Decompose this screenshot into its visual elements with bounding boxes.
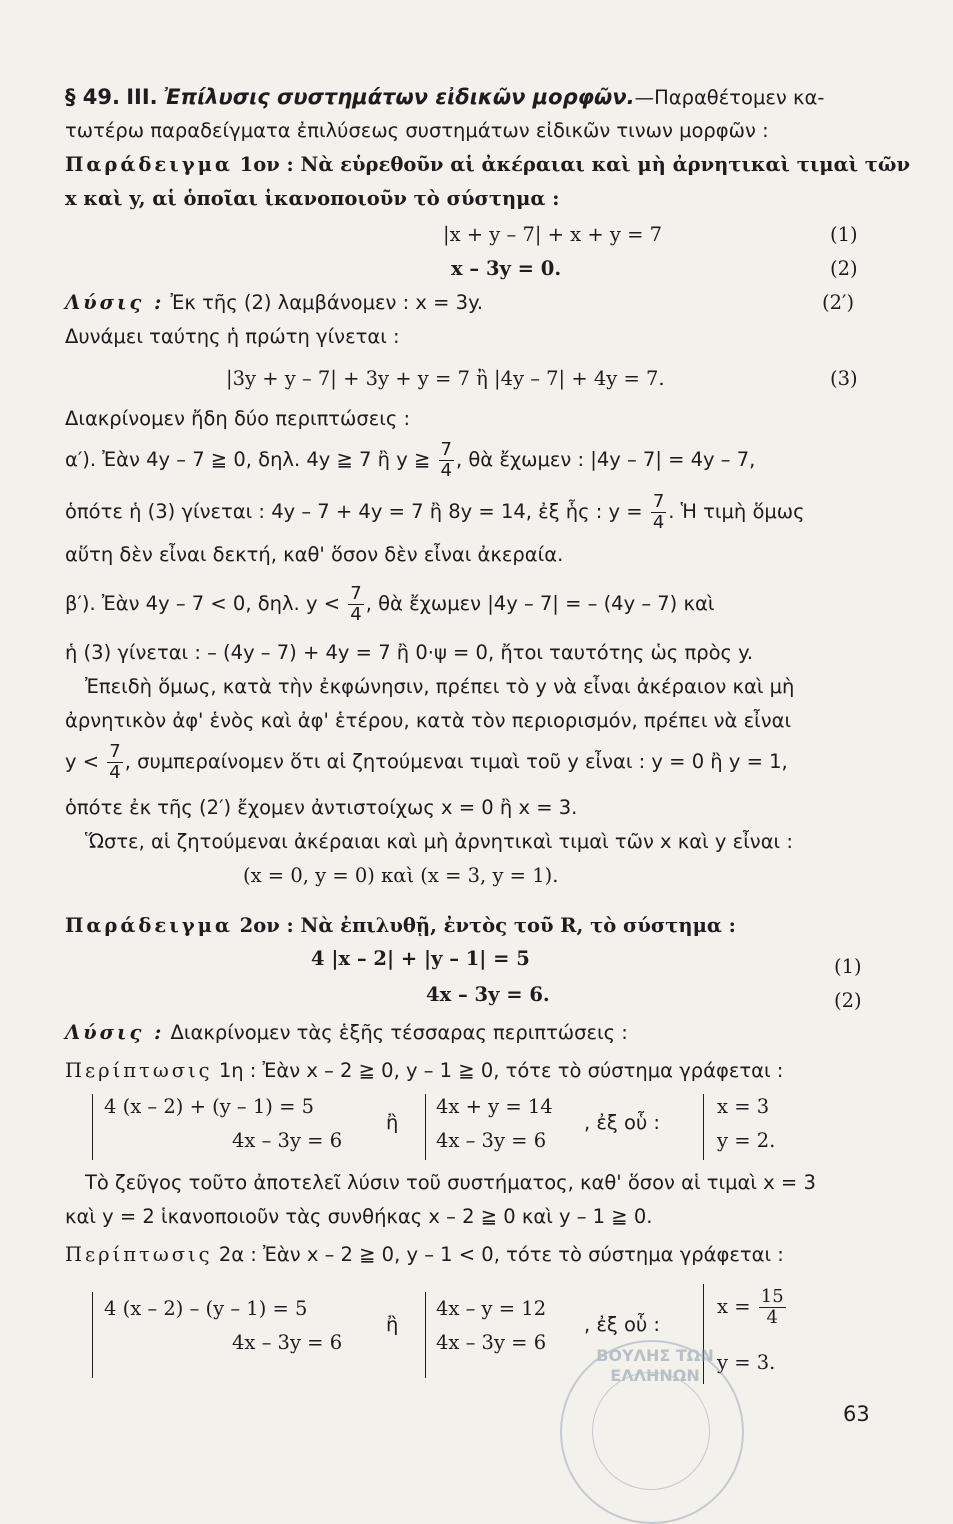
fraction-seven-quarters bbox=[439, 440, 454, 481]
case-a-text-3: ὁπότε ἡ (3) γίνεται : 4y – 7 + 4y = 7 ἢ 8y = 14, ἐξ ἧς : y = bbox=[65, 500, 643, 523]
example1-case-a-line2 bbox=[65, 490, 805, 534]
example1-case-b-line2: ἡ (3) γίνεται : – (4y – 7) + 4y = 7 ἢ 0·ψ = 0, ἤτοι ταυτότης ὡς πρὸς y. bbox=[65, 641, 754, 664]
fraction-denominator: 4 bbox=[652, 512, 665, 533]
example1-label: Παράδειγμα bbox=[65, 153, 233, 176]
fraction-seven-quarters bbox=[107, 742, 122, 783]
example2-eq2-num: (2) bbox=[834, 989, 862, 1012]
example1-case-a-line1 bbox=[65, 438, 755, 482]
example1-answer: (x = 0, y = 0) καὶ (x = 3, y = 1). bbox=[243, 864, 559, 887]
example1-line-power: Δυνάμει ταύτης ἡ πρώτη γίνεται : bbox=[65, 325, 400, 348]
case1-brace-left bbox=[92, 1094, 93, 1160]
library-stamp bbox=[560, 1340, 744, 1524]
case1-text: 1η : Ἐὰν x – 2 ≧ 0, y – 1 ≧ 0, τότε τὸ σύστημα γράφεται : bbox=[218, 1059, 784, 1082]
fraction-seven-quarters bbox=[651, 492, 666, 533]
case1-eq-b2: 4x – 3y = 6 bbox=[436, 1129, 547, 1152]
example1-since-4: ὁπότε ἐκ τῆς (2′) ἔχομεν ἀντιστοίχως x = 0 ἢ x = 3. bbox=[65, 796, 578, 819]
case2-header bbox=[65, 1242, 784, 1268]
example1-eq2p-num: (2′) bbox=[822, 291, 855, 314]
case-a-text-2: , θὰ ἔχωμεν : |4y – 7| = 4y – 7, bbox=[455, 448, 756, 471]
case1-eq-b1: 4x + y = 14 bbox=[436, 1095, 553, 1118]
example1-case-a-line3: αὕτη δὲν εἶναι δεκτή, καθ' ὅσον δὲν εἶναι ἀκεραία. bbox=[65, 543, 564, 566]
section-title: Ἐπίλυσις συστημάτων εἰδικῶν μορφῶν. bbox=[163, 85, 635, 109]
case2-eq-a2: 4x – 3y = 6 bbox=[232, 1331, 343, 1354]
case2-eq-a1: 4 (x – 2) – (y – 1) = 5 bbox=[104, 1297, 308, 1320]
example2-solution-text: Διακρίνομεν τὰς ἑξῆς τέσσαρας περιπτώσεις : bbox=[170, 1021, 628, 1044]
example2-ordinal: 2ον : bbox=[239, 914, 294, 937]
since-3-text-a: y < bbox=[65, 750, 100, 773]
fraction-numerator: 7 bbox=[350, 583, 362, 604]
fraction-numerator: 7 bbox=[440, 439, 452, 460]
example1-eq2-num: (2) bbox=[830, 257, 858, 280]
stamp-text: ΒΟΥΛΗΣ ΤΩΝ ΕΛΛΗΝΩΝ bbox=[596, 1346, 714, 1385]
example1-eq3-num: (3) bbox=[830, 367, 858, 390]
example1-header bbox=[65, 152, 910, 178]
section-heading bbox=[65, 84, 824, 111]
example1-line-cases: Διακρίνομεν ἤδη δύο περιπτώσεις : bbox=[65, 407, 411, 430]
case2-eq-b1: 4x – y = 12 bbox=[436, 1297, 547, 1320]
example1-since-2: ἀρνητικὸν ἀφ' ἑνὸς καὶ ἀφ' ἑτέρου, κατὰ τὸν περιορισμόν, πρέπει νὰ εἶναι bbox=[65, 709, 792, 732]
example2-solution-label: Λύσις : bbox=[65, 1021, 165, 1044]
fraction-seven-quarters bbox=[348, 584, 363, 625]
example1-solution-label: Λύσις : bbox=[65, 291, 165, 314]
example2-label: Παράδειγμα bbox=[65, 914, 233, 937]
fraction-denominator: 4 bbox=[440, 460, 452, 481]
example1-case-b-line1 bbox=[65, 582, 714, 626]
case1-eq-c2: y = 2. bbox=[717, 1129, 776, 1152]
example1-eq1-num: (1) bbox=[830, 223, 858, 246]
example1-solution-text: Ἐκ τῆς (2) λαμβάνομεν : x = 3y. bbox=[170, 291, 484, 314]
example2-eq1: 4 |x – 2| + |y – 1| = 5 bbox=[311, 947, 530, 970]
fraction-numerator: 7 bbox=[109, 741, 121, 762]
case1-eq-a2: 4x – 3y = 6 bbox=[232, 1129, 343, 1152]
case-a-text-1: α′). Ἐὰν 4y – 7 ≧ 0, δηλ. 4y ≧ 7 ἢ y ≧ bbox=[65, 448, 431, 471]
section-intro-2: τωτέρω παραδείγματα ἐπιλύσεως συστημάτων εἰδικῶν τινων μορφῶν : bbox=[65, 119, 769, 142]
fraction-denominator: 4 bbox=[766, 1307, 778, 1328]
example1-since-1: Ἐπειδὴ ὅμως, κατὰ τὴν ἐκφώνησιν, πρέπει τὸ y νὰ εἶναι ἀκέραιον καὶ μὴ bbox=[85, 675, 795, 698]
fraction-denominator: 4 bbox=[350, 604, 362, 625]
case2-label: Περίπτωσις bbox=[65, 1243, 213, 1266]
case-b-text-2: , θὰ ἔχωμεν |4y – 7| = – (4y – 7) καὶ bbox=[365, 592, 715, 615]
example1-text-1: Νὰ εὑρεθοῦν αἱ ἀκέραιαι καὶ μὴ ἀρνητικαὶ τιμαὶ τῶν bbox=[300, 153, 911, 176]
case1-label: Περίπτωσις bbox=[65, 1059, 213, 1082]
example1-conclusion: Ὥστε, αἱ ζητούμεναι ἀκέραιαι καὶ μὴ ἀρνητικαὶ τιμαὶ τῶν x καὶ y εἶναι : bbox=[85, 830, 793, 853]
fraction-fifteen-quarters bbox=[759, 1287, 786, 1328]
case1-brace-mid bbox=[425, 1094, 426, 1160]
fraction-numerator: 7 bbox=[652, 491, 665, 512]
example2-eq2: 4x – 3y = 6. bbox=[426, 983, 550, 1006]
case1-header bbox=[65, 1058, 783, 1084]
example2-pair-1: Τὸ ζεῦγος τοῦτο ἀποτελεῖ λύσιν τοῦ συστήματος, καθ' ὅσον αἱ τιμαὶ x = 3 bbox=[85, 1171, 816, 1194]
example2-pair-2: καὶ y = 2 ἱκανοποιοῦν τὰς συνθήκας x – 2 ≧ 0 καὶ y – 1 ≧ 0. bbox=[65, 1205, 653, 1228]
example1-solution bbox=[65, 290, 483, 316]
example2-text: Νὰ ἐπιλυθῇ, ἐντὸς τοῦ R, τὸ σύστημα : bbox=[300, 914, 736, 937]
example2-eq1-num: (1) bbox=[834, 955, 862, 978]
case1-brace-right bbox=[703, 1094, 704, 1160]
since-3-text-b: , συμπεραίνομεν ὅτι αἱ ζητούμεναι τιμαὶ τοῦ y εἶναι : y = 0 ἢ y = 1, bbox=[124, 750, 788, 773]
case2-or: ἢ bbox=[386, 1313, 399, 1336]
fraction-denominator: 4 bbox=[109, 762, 121, 783]
section-number: § 49. bbox=[65, 85, 121, 109]
example1-eq2: x – 3y = 0. bbox=[451, 257, 562, 280]
case1-eq-c1: x = 3 bbox=[717, 1095, 770, 1118]
case2-eq-c1 bbox=[717, 1285, 788, 1329]
case-a-text-4: . Ἡ τιμὴ ὅμως bbox=[668, 500, 805, 523]
example1-text-2: x καὶ y, αἱ ὁποῖαι ἱκανοποιοῦν τὸ σύστημα : bbox=[65, 187, 560, 210]
case1-or: ἢ bbox=[386, 1111, 399, 1134]
case1-eq-a1: 4 (x – 2) + (y – 1) = 5 bbox=[104, 1095, 315, 1118]
example2-solution bbox=[65, 1020, 628, 1046]
stamp-inner-ring bbox=[592, 1372, 710, 1490]
example1-eq3: |3y + y – 7| + 3y + y = 7 ἢ |4y – 7| + 4y = 7. bbox=[226, 367, 665, 390]
case2-eq-c2: y = 3. bbox=[717, 1351, 776, 1374]
example2-header bbox=[65, 913, 736, 939]
page-number: 63 bbox=[843, 1402, 870, 1426]
section-roman: III. bbox=[126, 85, 158, 109]
case-b-text-1: β′). Ἐὰν 4y – 7 < 0, δηλ. y < bbox=[65, 592, 341, 615]
case1-from: , ἐξ οὗ : bbox=[584, 1111, 660, 1134]
example1-eq1: |x + y – 7| + x + y = 7 bbox=[443, 223, 663, 246]
case2-brace-mid bbox=[425, 1292, 426, 1378]
case2-eq-b2: 4x – 3y = 6 bbox=[436, 1331, 547, 1354]
fraction-numerator: 15 bbox=[760, 1286, 784, 1307]
case2-from: , ἐξ οὗ : bbox=[584, 1313, 660, 1336]
example1-since-3 bbox=[65, 740, 788, 784]
section-intro-1: —Παραθέτομεν κα- bbox=[634, 86, 825, 109]
case2-text: 2α : Ἐὰν x – 2 ≧ 0, y – 1 < 0, τότε τὸ σύστημα γράφεται : bbox=[218, 1243, 784, 1266]
case2-c1-text: x = bbox=[717, 1295, 751, 1318]
example1-ordinal: 1ον : bbox=[239, 153, 294, 176]
case2-brace-left bbox=[92, 1292, 93, 1378]
